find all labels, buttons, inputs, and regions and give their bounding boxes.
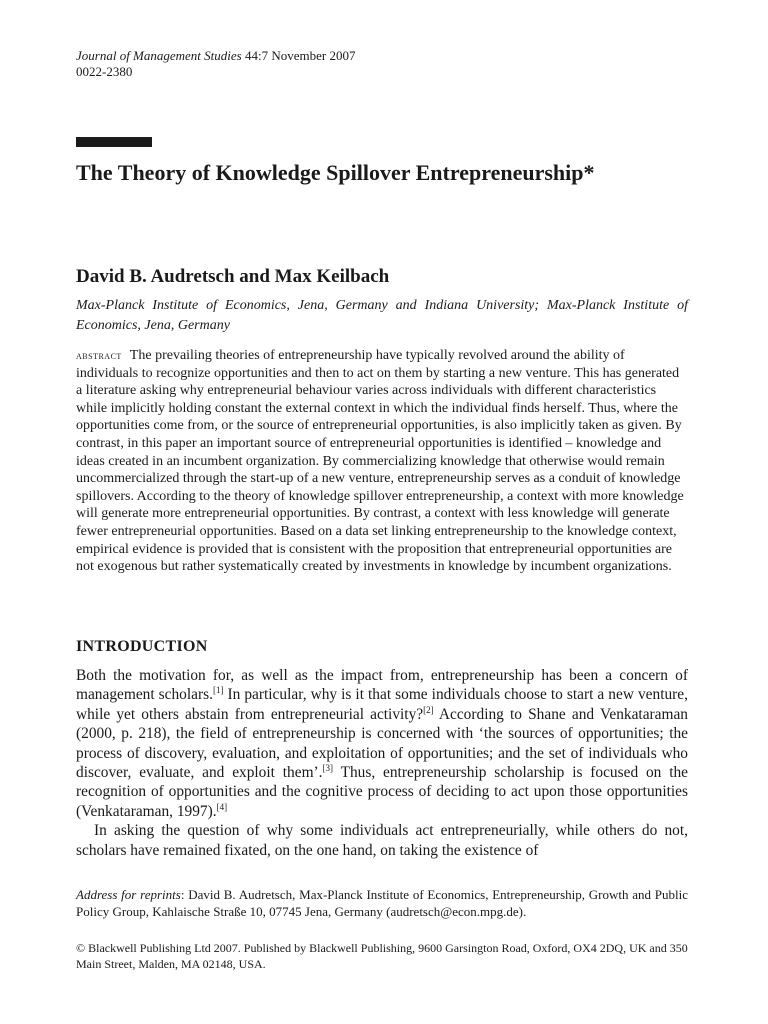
copyright-notice: © Blackwell Publishing Ltd 2007. Published by Blackwell Publishing, 9600 Garsington Road, Oxford, OX4 2DQ, UK and 350 Main Street, Malden, MA 02148, USA. [76,941,688,971]
article-authors: David B. Audretsch and Max Keilbach [76,266,390,287]
title-rule [76,137,152,147]
issn: 0022-2380 [76,64,133,79]
footnote-ref-1[interactable]: [1] [212,685,224,696]
journal-issue: 44:7 November 2007 [244,48,356,63]
paragraph: In asking the question of why some individuals act entrepreneurially, while others do not, scholars have remained fixated, on the one hand, on taking the existence of [76,822,688,859]
article-title: The Theory of Knowledge Spillover Entrepreneurship* [76,160,595,185]
footnote-ref-4[interactable]: [4] [216,801,228,812]
address-label: Address for reprints [76,887,181,902]
paragraph [76,666,688,821]
article-page [76,0,688,1024]
text-run: According to Shane and Venkataraman (2000, p. 218), the field of entrepreneurship is concerned with ‘the sources of opportunities; the process of discovery, evaluation, and exploitation of opportunities; and the set of individuals who discover, evaluate, and exploit them’. [76,705,688,782]
abstract [76,347,688,576]
text-run: Thus, entrepreneurship scholarship is focused on the recognition of opportunities and the cognitive process of deciding to act upon those opportunities (Venkataraman, 1997). [76,764,688,820]
abstract-label: abstract [76,348,122,362]
text-run: Both the motivation for, as well as the impact from, entrepreneurship has been a concern of management scholars. [76,667,688,704]
footnote-ref-3[interactable]: [3] [322,763,334,774]
footnote-ref-2[interactable]: [2] [423,704,434,715]
author-affiliation: Max-Planck Institute of Economics, Jena, Germany and Indiana University; Max-Planck Institute of Economics, Jena, Germany [76,298,688,333]
reprint-address [76,886,688,920]
text-run: In particular, why is it that some individuals choose to start a new venture, while yet others abstain from entrepreneurial activity? [76,686,688,723]
abstract-text: The prevailing theories of entrepreneurship have typically revolved around the ability of individuals to recognize opportunities and then to act on them by starting a new venture. This has generated a literature asking why entrepreneurial behaviour varies across individuals with different characteristics while implicitly holding constant the external context in which the individual finds herself. Thus, where the opportunities come from, or the source of entrepreneurial opportunities, is also implicitly taken as given. By contrast, in this paper an important source of entrepreneurial opportunities is identified – knowledge and ideas created in an incumbent organization. By commercializing knowledge that otherwise would remain uncommercialized through the start-up of a new venture, entrepreneurship serves as a conduit of knowledge spillovers. According to the theory of knowledge spillover entrepreneurship, a context with more knowledge will generate more entrepreneurial opportunities. By contrast, a context with less knowledge will generate fewer entrepreneurial opportunities. Based on a data set linking entrepreneurship to the knowledge context, empirical evidence is provided that is consistent with the proposition that entrepreneurial opportunities are not exogenous but rather systematically created by investments in knowledge by incumbent organizations. [76,348,684,575]
section-heading-introduction: INTRODUCTION [76,638,208,655]
journal-header [76,48,355,80]
journal-name: Journal of Management Studies [76,48,242,63]
journal-citation [76,48,355,64]
address-text: : David B. Audretsch, Max-Planck Institute of Economics, Entrepreneurship, Growth and Public Policy Group, Kahlaische Straße 10, 07745 Jena, Germany (audretsch@econ.mpg.de). [76,887,689,919]
introduction-body [76,666,688,860]
